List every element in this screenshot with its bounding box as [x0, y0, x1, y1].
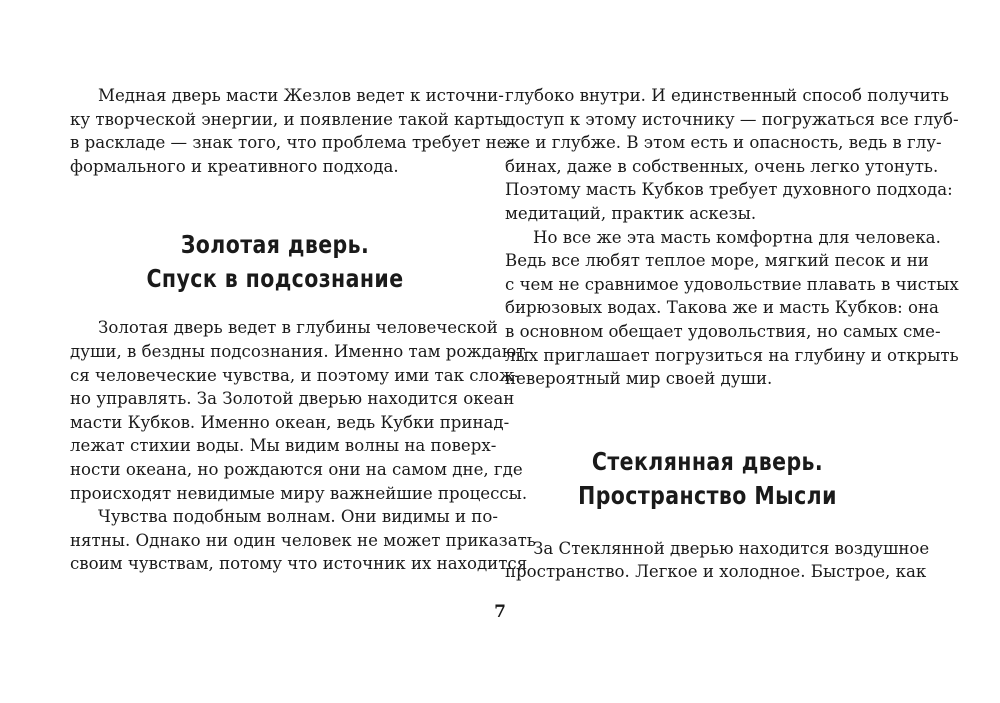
text-line: ку творческой энергии, и появление такой карты [70, 109, 508, 129]
left-column [70, 84, 536, 576]
paragraph [70, 84, 513, 178]
paragraph [70, 505, 536, 576]
paragraph [70, 316, 532, 505]
text-line: лежат стихии воды. Мы видим волны на поверх- [70, 436, 497, 456]
section-heading [541, 445, 873, 513]
text-line: ности океана, но рождаются они на самом дне, где [70, 459, 523, 479]
text-line: Медная дверь масти Жезлов ведет к источни- [98, 86, 504, 105]
text-line: Но все же эта масть комфортна для человека. [533, 227, 941, 247]
page-number: 7 [494, 602, 506, 622]
text-line: Поэтому масть Кубков требует духовного подхода: [505, 180, 953, 200]
text-line: с чем не сравнимое удовольствие плавать в чистых [505, 274, 959, 294]
text-line: доступ к этому источнику — погружаться все глуб- [505, 109, 959, 129]
text-line: Золотая дверь ведет в глубины человеческой [98, 318, 498, 338]
text-line: формального и креативного подхода. [70, 156, 399, 176]
text-line: медитаций, практик аскезы. [505, 203, 757, 223]
text-line: но управлять. За Золотой дверью находится океан [70, 389, 515, 409]
heading-line: Пространство Мысли [578, 480, 837, 510]
text-line: пространство. Легкое и холодное. Быстрое, как [505, 562, 927, 582]
text-line: бинах, даже в собственных, очень легко утонуть. [505, 156, 939, 176]
text-line: За Стеклянной дверью находится воздушное [533, 538, 930, 558]
text-line: масти Кубков. Именно океан, ведь Кубки принад- [70, 412, 510, 432]
paragraph [505, 537, 930, 584]
section-heading [107, 228, 443, 296]
text-line: ся человеческие чувства, и поэтому ими так слож- [70, 365, 520, 385]
text-line: в основном обещает удовольствия, но самых сме- [505, 321, 941, 341]
heading-line: Золотая дверь. [180, 230, 370, 260]
paragraph [505, 84, 959, 226]
text-line: же и глубже. В этом есть и опасность, ведь в глу- [505, 133, 942, 153]
text-line: происходят невидимые миру важнейшие процессы. [70, 483, 528, 503]
text-line: Чувства подобным волнам. Они видимы и по- [98, 507, 498, 527]
text-line: невероятный мир своей души. [505, 369, 773, 389]
text-line: Ведь все любят теплое море, мягкий песок и ни [505, 251, 929, 271]
text-line: в раскладе — знак того, что проблема требует не- [70, 133, 513, 153]
text-line: нятны. Однако ни один человек не может приказать [70, 530, 536, 550]
text-line: души, в бездны подсознания. Именно там рождают- [70, 341, 532, 361]
text-line: глубоко внутри. И единственный способ получить [505, 86, 949, 105]
text-line: бирюзовых водах. Такова же и масть Кубков: она [505, 298, 939, 318]
right-column [505, 84, 959, 584]
heading-line: Стеклянная дверь. [591, 446, 824, 476]
text-line: лых приглашает погрузиться на глубину и открыть [505, 345, 959, 365]
heading-line: Спуск в подсознание [146, 264, 404, 294]
text-line: своим чувствам, потому что источник их находится [70, 554, 528, 574]
paragraph [505, 226, 959, 391]
